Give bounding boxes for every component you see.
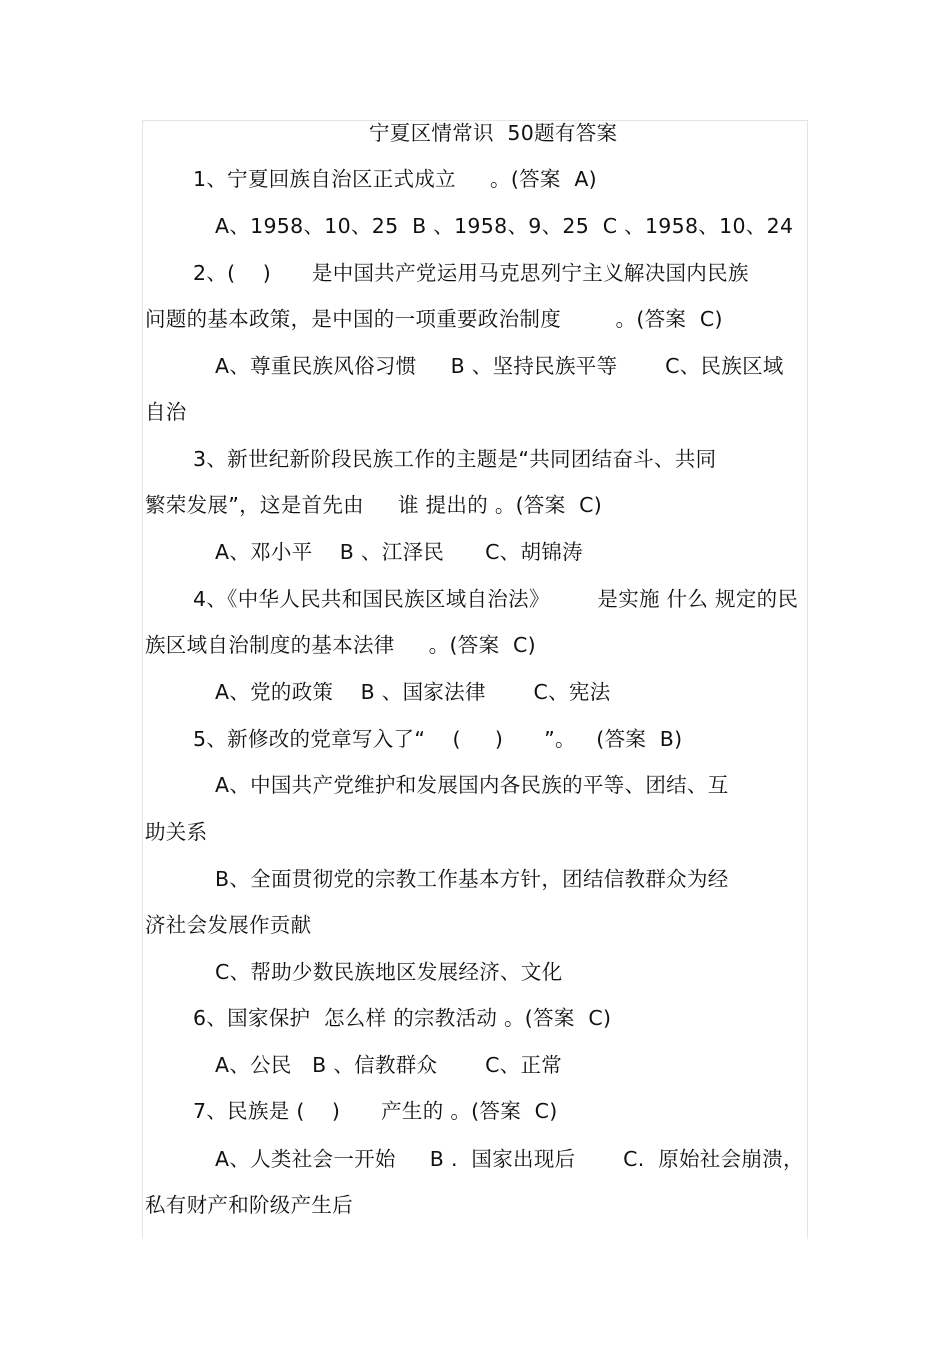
- question-7-options: A、人类社会一开始 B . 国家出现后 C. 原始社会崩溃，: [215, 1147, 804, 1171]
- question-4-cont: 族区域自治制度的基本法律 。(答案 C): [145, 633, 536, 657]
- question-4: 4、《中华人民共和国民族区域自治法》 是实施 什么 规定的民: [193, 587, 799, 611]
- question-5-option-b: B、全面贯彻党的宗教工作基本方针，团结信教群众为经: [215, 867, 729, 891]
- question-2-options-cont: 自治: [145, 400, 187, 424]
- question-3-cont: 繁荣发展”，这是首先由 谁 提出的 。(答案 C): [145, 493, 603, 517]
- question-5: 5、新修改的党章写入了“ ( ) ”。 (答案 B): [193, 727, 683, 751]
- question-3: 3、新世纪新阶段民族工作的主题是“共同团结奋斗、共同: [193, 447, 717, 471]
- question-7: 7、民族是 ( ) 产生的 。(答案 C): [193, 1099, 558, 1123]
- question-2-cont: 问题的基本政策，是中国的一项重要政治制度 。(答案 C): [145, 307, 723, 331]
- question-3-options: A、邓小平 B 、江泽民 C、胡锦涛: [215, 540, 583, 564]
- question-5-option-b-cont: 济社会发展作贡献: [145, 913, 312, 937]
- question-1-options: A、1958、10、25 B 、1958、9、25 C 、1958、10、24: [215, 214, 794, 238]
- question-7-options-cont: 私有财产和阶级产生后: [145, 1193, 353, 1217]
- question-2: 2、( ) 是中国共产党运用马克思列宁主义解决国内民族: [193, 261, 749, 285]
- question-1: 1、宁夏回族自治区正式成立 。(答案 A): [193, 167, 597, 191]
- question-6-options: A、公民 B 、信教群众 C、正常: [215, 1053, 563, 1077]
- document-title: 宁夏区情常识 50题有答案: [369, 121, 618, 145]
- question-4-options: A、党的政策 B 、国家法律 C、宪法: [215, 680, 611, 704]
- question-6: 6、国家保护 怎么样 的宗教活动 。(答案 C): [193, 1006, 612, 1030]
- question-5-option-a: A、中国共产党维护和发展国内各民族的平等、团结、互: [215, 773, 729, 797]
- question-2-options: A、尊重民族风俗习惯 B 、坚持民族平等 C、民族区域: [215, 354, 784, 378]
- question-5-option-a-cont: 助关系: [145, 820, 208, 844]
- question-5-option-c: C、帮助少数民族地区发展经济、文化: [215, 960, 563, 984]
